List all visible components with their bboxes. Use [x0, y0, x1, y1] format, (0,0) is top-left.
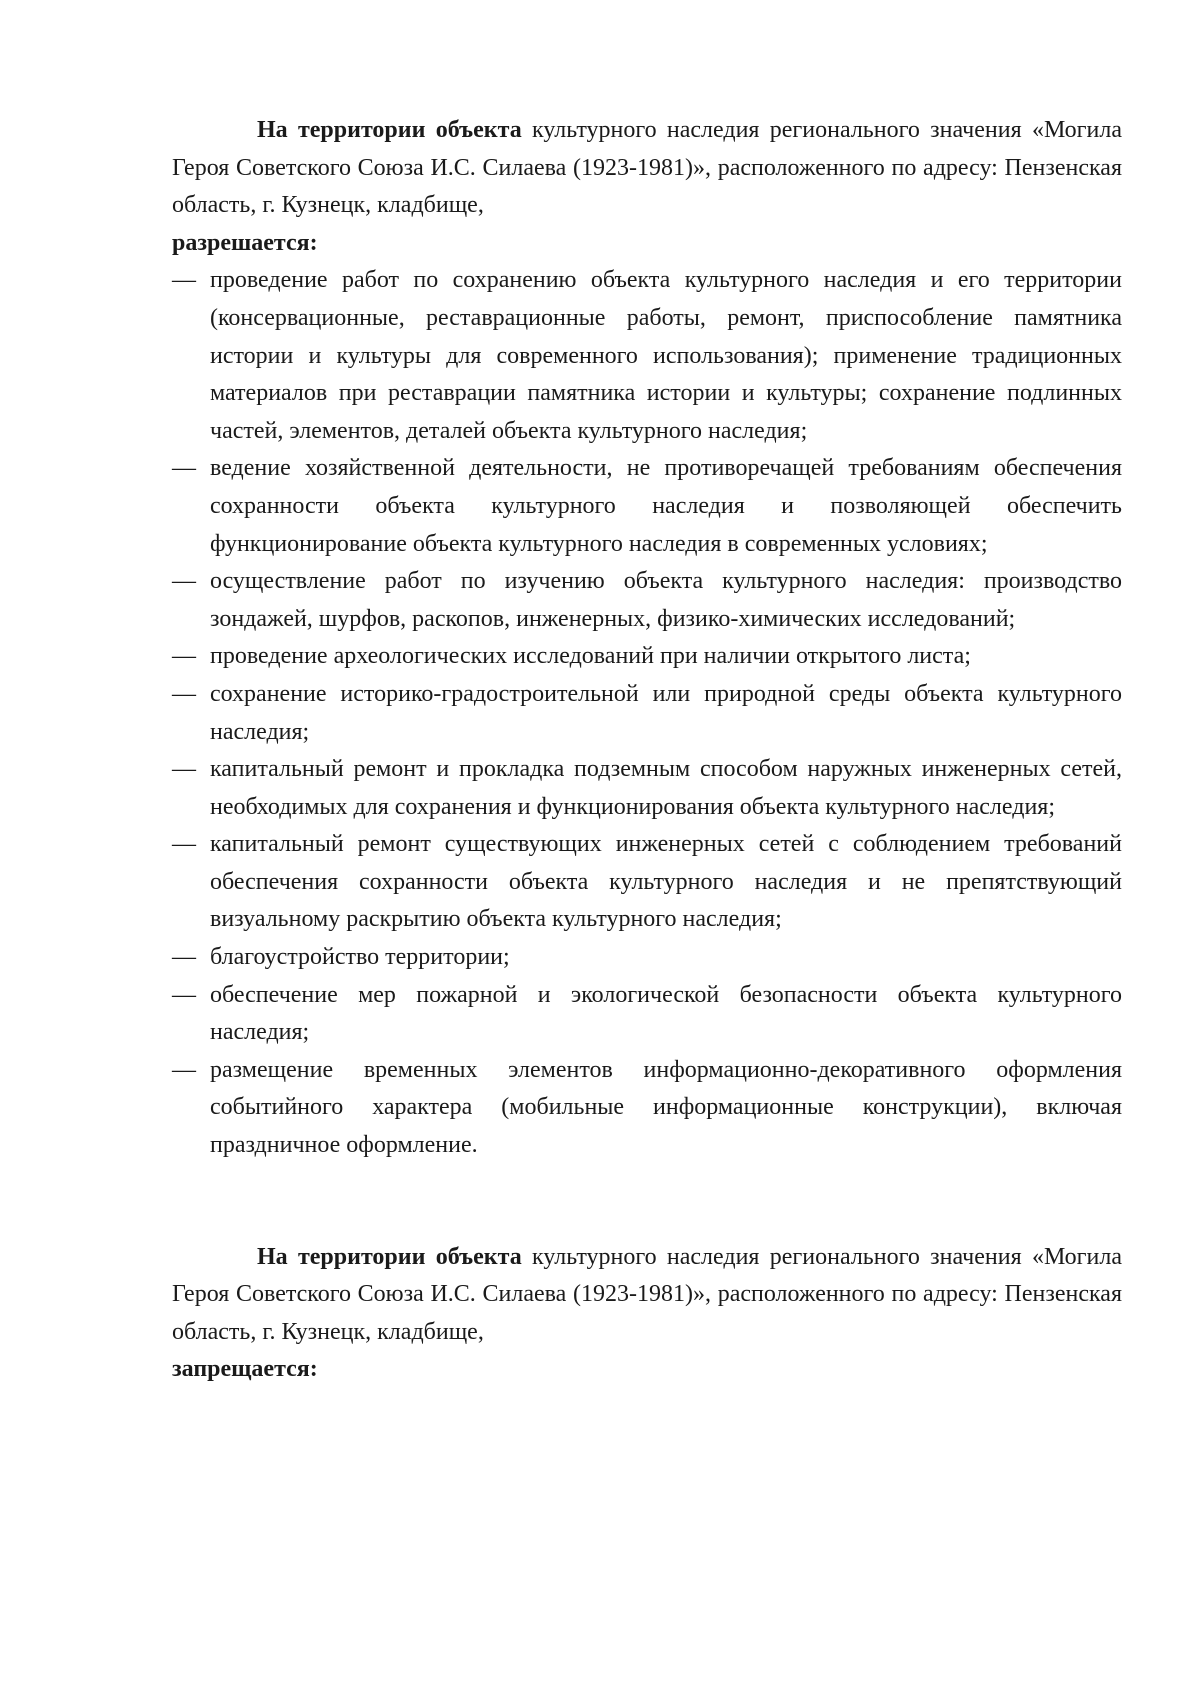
allowed-list	[172, 262, 1122, 1164]
list-item-text: капитальный ремонт и прокладка подземным способом наружных инженерных сетей, необходимых для сохранения и функционирования объекта культурного наследия;	[210, 756, 1122, 820]
list-item-text: сохранение историко-градостроительной или природной среды объекта культурного наследия;	[210, 680, 1122, 745]
list-item-text: капитальный ремонт существующих инженерных сетей с соблюдением требований обеспечения сохранности объекта культурного наследия и не препятствующий визуальному раскрытию объекта культурного наследия;	[210, 831, 1122, 933]
dash-marker: —	[172, 756, 196, 783]
dash-marker: —	[172, 680, 196, 707]
list-item	[172, 563, 1122, 638]
list-item	[172, 638, 1122, 676]
allowed-intro-bold: На территории объекта	[257, 117, 522, 143]
dash-marker: —	[172, 568, 196, 595]
dash-marker: —	[172, 455, 196, 482]
dash-marker: —	[172, 643, 196, 670]
list-item	[172, 450, 1122, 563]
document-page	[172, 112, 1122, 1389]
section-spacer	[172, 1165, 1122, 1239]
list-item-text: размещение временных элементов информационно-декоративного оформления событийного характера (мобильные информационные конструкции), включая праздничное оформление.	[210, 1056, 1122, 1159]
list-item-text: проведение работ по сохранению объекта культурного наследия и его территории (консервационные, реставрационные работы, ремонт, приспособление памятника истории и культуры для современного использования); применение традиционных материалов при реставрации памятника истории и культуры; сохранение подлинных частей, элементов, деталей объекта культурного наследия;	[210, 267, 1122, 444]
list-item-text: проведение археологических исследований при наличии открытого листа;	[210, 643, 971, 670]
allowed-intro-text: культурного наследия регионального значения «Могила Героя Советского Союза И.С. Силаева (1923-1981)», расположенного по адресу: Пензенская область, г. Кузнецк, кладбище,	[172, 117, 1122, 219]
forbidden-intro-paragraph	[172, 1239, 1122, 1352]
list-item-text: благоустройство территории;	[210, 944, 510, 971]
list-item	[172, 939, 1122, 977]
forbidden-intro-text: культурного наследия регионального значения «Могила Героя Советского Союза И.С. Силаева (1923-1981)», расположенного по адресу: Пензенская область, г. Кузнецк, кладбище,	[172, 1243, 1122, 1345]
allowed-intro-paragraph	[172, 112, 1122, 225]
list-item-text: осуществление работ по изучению объекта культурного наследия: производство зондажей, шурфов, раскопов, инженерных, физико-химических исследований;	[210, 568, 1122, 632]
list-item-text: обеспечение мер пожарной и экологической безопасности объекта культурного наследия;	[210, 981, 1122, 1046]
list-item-text: ведение хозяйственной деятельности, не противоречащей требованиям обеспечения сохранности объекта культурного наследия и позволяющей обеспечить функционирование объекта культурного наследия в современных условиях;	[210, 455, 1122, 557]
dash-marker: —	[172, 831, 196, 858]
forbidden-intro-bold: На территории объекта	[257, 1243, 522, 1270]
dash-marker: —	[172, 981, 196, 1008]
list-item	[172, 977, 1122, 1052]
dash-marker: —	[172, 944, 196, 971]
dash-marker: —	[172, 1056, 196, 1083]
dash-marker: —	[172, 267, 196, 294]
list-item	[172, 1052, 1122, 1165]
list-item	[172, 751, 1122, 826]
list-item	[172, 676, 1122, 751]
forbidden-verdict: запрещается:	[172, 1356, 318, 1383]
list-item	[172, 262, 1122, 450]
list-item	[172, 826, 1122, 939]
allowed-verdict: разрешается:	[172, 229, 318, 256]
